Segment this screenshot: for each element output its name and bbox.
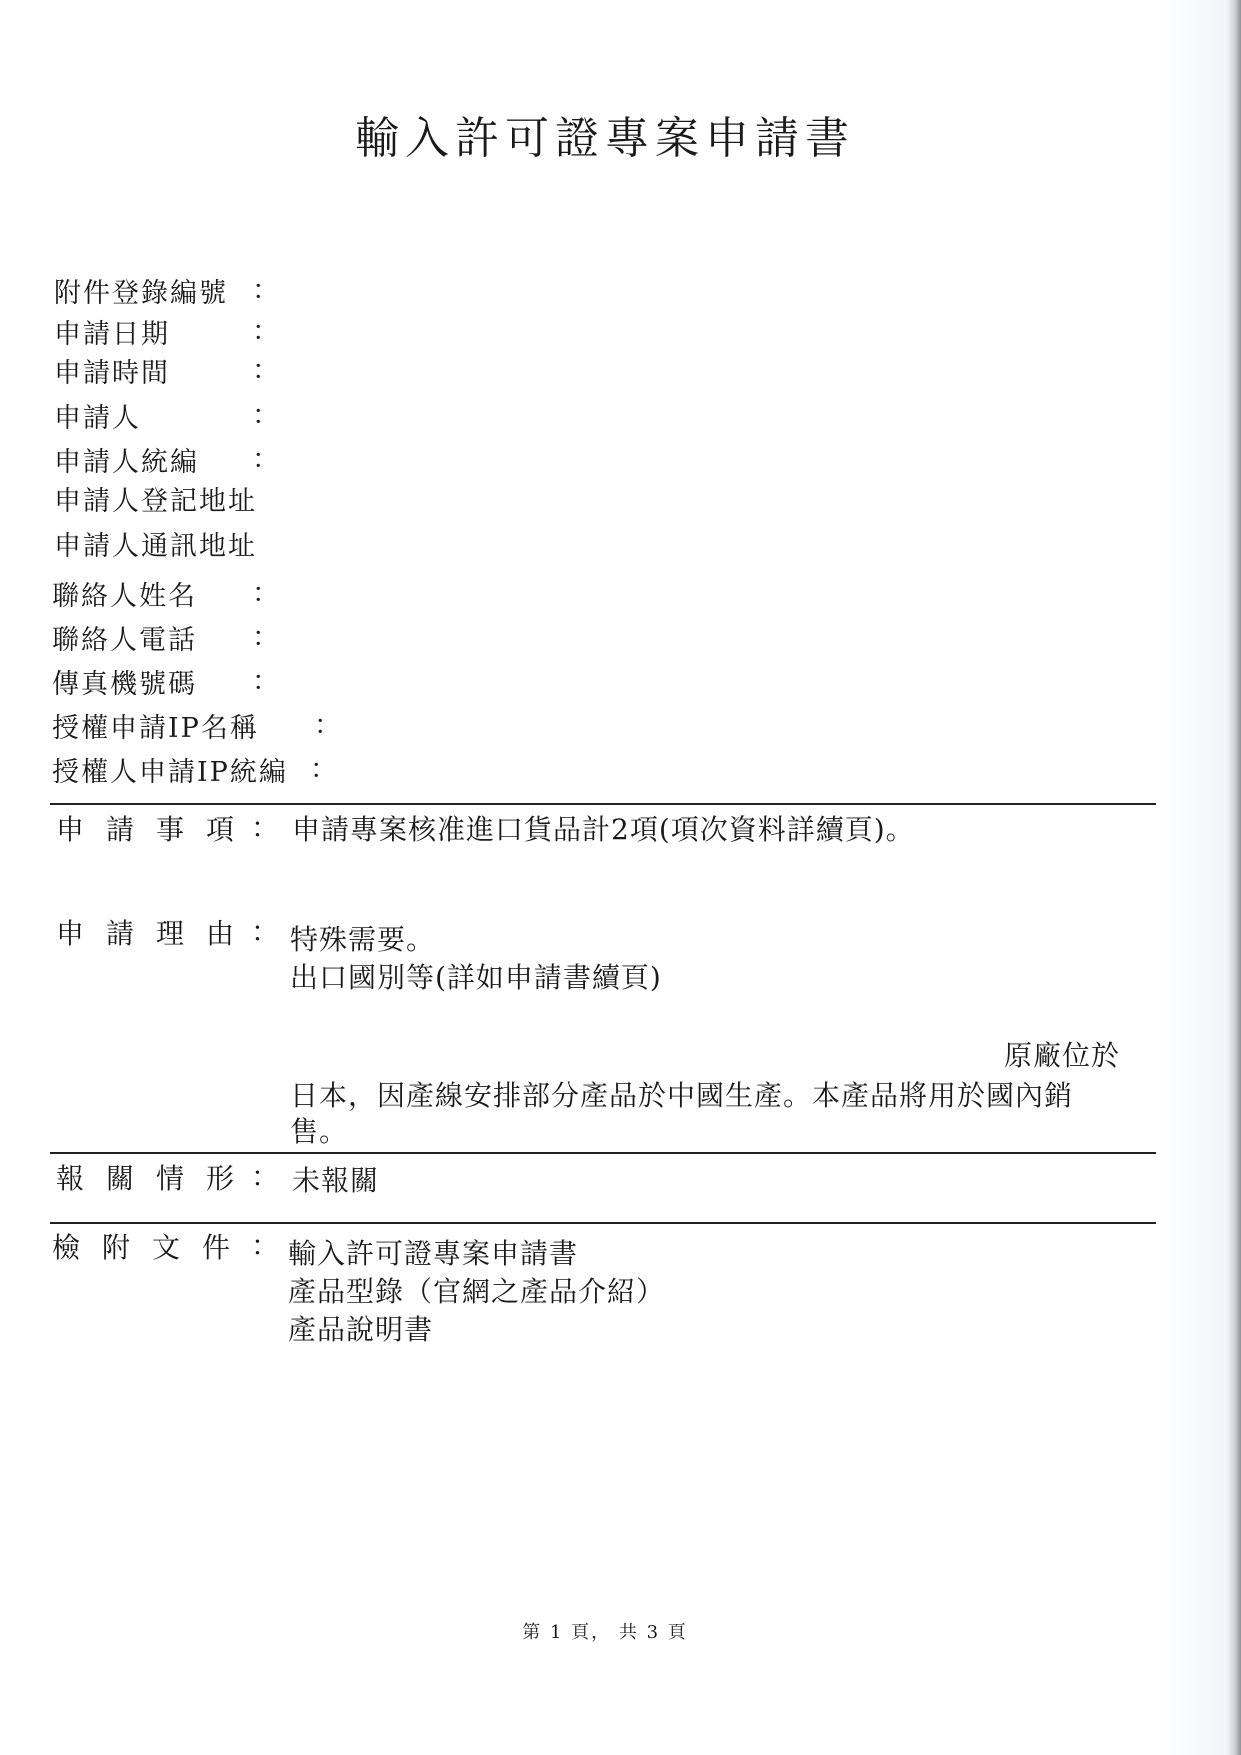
field-label-mailing-address: 申請人通訊地址	[54, 531, 257, 562]
field-label-applicant-tax-id: 申請人統編	[54, 447, 199, 478]
field-label-apply-time: 申請時間	[54, 358, 170, 389]
customs-status-text: 未報關	[292, 1164, 380, 1197]
attachment-item-3: 產品說明書	[288, 1313, 434, 1346]
application-item-text: 申請專案核准進口貨品計2項(項次資料詳續頁)。	[292, 813, 915, 846]
divider-2	[50, 1152, 1156, 1154]
reason-right-note: 原廠位於	[1004, 1039, 1121, 1072]
section-colon-customs: ：	[251, 1160, 280, 1193]
section-label-application-item: 申請事項	[56, 813, 257, 846]
field-colon-apply-date: ：	[252, 316, 279, 347]
section-colon-application-item: ：	[251, 811, 280, 844]
scan-edge	[1227, 0, 1241, 1755]
section-colon-attachments: ：	[251, 1229, 280, 1262]
field-label-authorized-ip-name: 授權申請IP名稱	[52, 713, 259, 744]
field-colon-authorized-ip-tax-id: ：	[310, 754, 337, 785]
attachment-item-2: 產品型錄（官網之產品介紹）	[288, 1275, 666, 1308]
field-label-contact-name: 聯絡人姓名	[52, 581, 197, 612]
section-colon-reason: ：	[251, 915, 280, 948]
reason-continuation-2: 售。	[290, 1115, 349, 1148]
field-colon-authorized-ip-name: ：	[314, 710, 341, 741]
page-footer: 第 1 頁， 共 3 頁	[522, 1622, 688, 1643]
section-label-reason: 申請理由	[56, 917, 257, 950]
reason-continuation-1: 日本，因產線安排部分產品於中國生產。本產品將用於國內銷	[290, 1079, 1074, 1112]
field-label-authorized-ip-tax-id: 授權人申請IP統編	[52, 757, 288, 788]
field-label-contact-phone: 聯絡人電話	[52, 625, 197, 656]
field-label-attachment-no: 附件登錄編號	[54, 278, 228, 309]
field-colon-contact-name: ：	[252, 578, 279, 609]
reason-line-2: 出口國別等(詳如申請書續頁)	[290, 961, 662, 994]
field-colon-applicant-tax-id: ：	[252, 444, 279, 475]
field-colon-contact-phone: ：	[252, 622, 279, 653]
section-label-attachments: 檢附文件	[52, 1231, 253, 1264]
field-label-applicant: 申請人	[54, 403, 141, 434]
attachment-item-1: 輸入許可證專案申請書	[288, 1237, 579, 1270]
field-colon-fax-number: ：	[252, 666, 279, 697]
field-colon-applicant: ：	[252, 400, 279, 431]
reason-line-1: 特殊需要。	[290, 923, 436, 956]
scan-shadow	[1157, 0, 1227, 1755]
document-title: 輸入許可證專案申請書	[355, 113, 855, 164]
field-label-apply-date: 申請日期	[54, 319, 170, 350]
section-label-customs: 報關情形	[56, 1162, 257, 1195]
divider-1	[50, 803, 1156, 805]
field-colon-attachment-no: ：	[252, 275, 279, 306]
field-label-fax-number: 傳真機號碼	[52, 669, 197, 700]
field-colon-apply-time: ：	[252, 355, 279, 386]
divider-3	[50, 1222, 1156, 1224]
field-label-registered-address: 申請人登記地址	[54, 486, 257, 517]
